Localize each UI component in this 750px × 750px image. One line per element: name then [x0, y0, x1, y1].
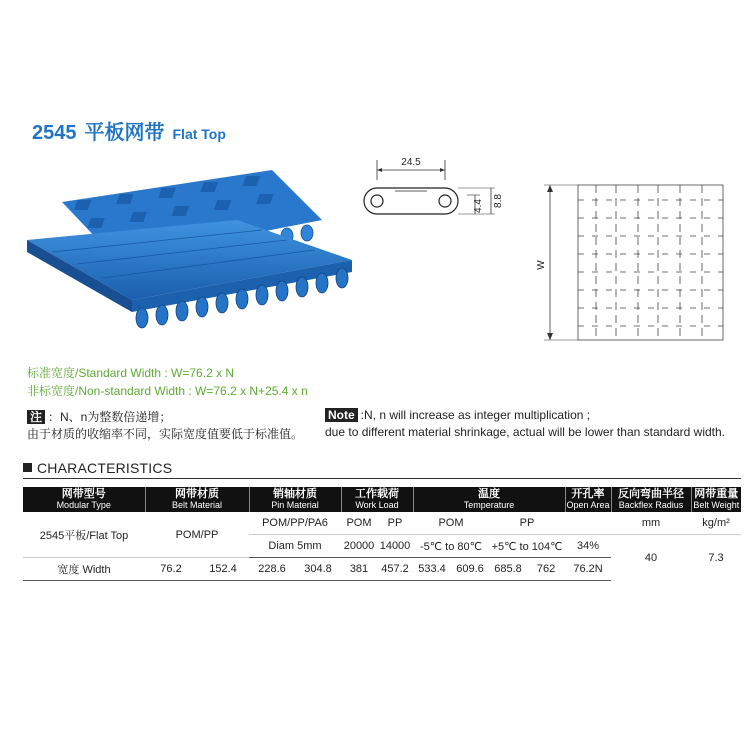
outer-height-text: 8.8: [493, 194, 504, 208]
cell-open-area-blank: [565, 512, 611, 535]
cell-width: 304.8: [295, 558, 341, 581]
header-temperature: 温度 Temperature: [413, 487, 565, 512]
belt-width-diagram: [530, 180, 730, 350]
link-dimension-diagram: [355, 150, 530, 230]
header-belt-weight: 网带重量 Belt Weight: [691, 487, 741, 512]
pitch-dimension-text: 24.5: [401, 157, 421, 168]
cell-weight-value: 7.3: [708, 551, 724, 564]
note-cn-line-1: [27, 408, 171, 425]
cell-belt-material: POM/PP: [145, 512, 249, 558]
cell-pin-material: POM/PP/PA6: [249, 512, 341, 535]
note-cn-text-1: ：N、n为整数倍递增；: [48, 410, 172, 424]
model-name-en: Flat Top: [172, 126, 226, 142]
cell-width-label: 宽度 Width: [23, 558, 145, 581]
cell-temp-pp-label: PP: [489, 512, 565, 535]
table-header-row: [23, 487, 741, 512]
header-belt-material: 网带材质 Belt Material: [145, 487, 249, 512]
standard-width-formula: 标准宽度/Standard Width : W=76.2 x N: [27, 366, 235, 380]
cell-weight-unit: kg/m²: [691, 512, 741, 535]
cell-load-pp-label: PP: [377, 512, 413, 535]
cell-width: 685.8: [489, 558, 527, 581]
header-work-load: 工作载荷 Work Load: [341, 487, 413, 512]
model-code: 2545: [32, 122, 77, 144]
belt-product-image: [22, 160, 362, 360]
cell-load-pom: 20000: [343, 540, 375, 552]
cell-backflex-unit: mm: [611, 512, 691, 535]
cell-model: 2545平板/Flat Top: [23, 512, 145, 558]
note-cn-line-2: 由于材质的收缩率不同，实际宽度值要低于标准值。: [27, 427, 304, 441]
cell-width: 381: [341, 558, 377, 581]
cell-load-pom-label: POM: [341, 512, 377, 535]
note-en-line-1: [325, 408, 590, 422]
nonstandard-width-formula: 非标宽度/Non-standard Width : W=76.2 x N+25.4 x n: [27, 384, 308, 398]
page-title: [32, 116, 226, 145]
cell-width: 152.4: [197, 558, 249, 581]
cell-pin-diameter: Diam 5mm: [268, 540, 322, 552]
header-open-area: 开孔率 Open Area: [566, 488, 610, 510]
model-name-cn: 平板网带: [84, 120, 165, 144]
cell-width: 76.2N: [565, 558, 611, 581]
note-en-tag: Note: [325, 408, 358, 422]
cell-width: 762: [527, 558, 565, 581]
cell-load-pp: 14000: [379, 540, 411, 552]
cell-width: 609.6: [451, 558, 489, 581]
header-pin-material: 销轴材质 Pin Material: [249, 487, 341, 512]
characteristics-heading: [23, 460, 172, 476]
characteristics-heading-text: CHARACTERISTICS: [37, 460, 173, 476]
square-bullet-icon: [23, 463, 32, 472]
note-en-text-1: :N, n will increase as integer multiplication ;: [360, 408, 591, 422]
cell-width: 76.2: [145, 558, 197, 581]
cell-width: 228.6: [249, 558, 295, 581]
header-backflex-radius: 反向弯曲半径 Backflex Radius: [611, 487, 691, 512]
cell-temp-pom-label: POM: [413, 512, 489, 535]
characteristics-table: [23, 487, 741, 581]
cell-width: 533.4: [413, 558, 451, 581]
width-symbol: W: [536, 260, 547, 270]
cell-temp-pp: +5℃ to 104℃: [491, 540, 563, 553]
inner-height-text: 4.4: [473, 199, 484, 213]
heading-divider: [23, 478, 741, 479]
note-en-line-2: due to different material shrinkage, actual will be lower than standard width.: [325, 425, 726, 439]
header-modular-type: 网带型号 Modular Type: [23, 487, 145, 512]
table-row: [23, 512, 741, 535]
cell-temp-pom: -5℃ to 80℃: [419, 540, 482, 553]
cell-open-area: 34%: [577, 540, 600, 552]
cell-width: 457.2: [377, 558, 413, 581]
note-cn-tag: 注: [27, 410, 45, 424]
cell-backflex-value: 40: [644, 551, 658, 564]
